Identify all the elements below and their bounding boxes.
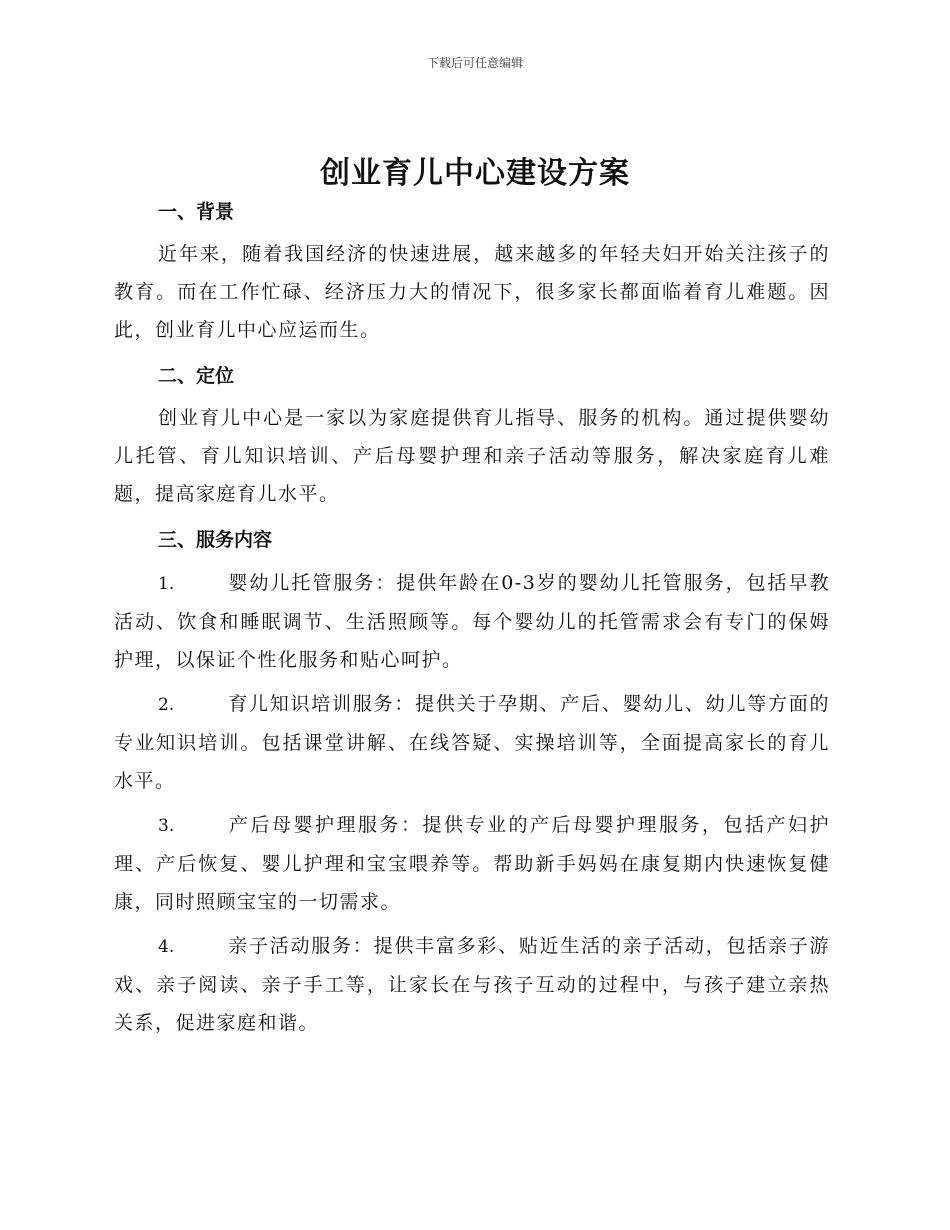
page-header-note: 下载后可任意编辑 [426, 56, 523, 70]
section-heading-positioning: 二、定位 [158, 365, 235, 387]
list-item-number: 3. [158, 816, 175, 836]
section-heading-services: 三、服务内容 [158, 529, 273, 551]
list-item-text: 亲子活动服务：提供丰富多彩、贴近生活的亲子活动，包括亲子游戏、亲子阅读、亲子手工等，让家长在与孩子互动的过程中，与孩子建立亲热关系，促进家庭和谐。 [114, 935, 830, 1034]
positioning-paragraph: 创业育儿中心是一家以为家庭提供育儿指导、服务的机构。通过提供婴幼儿托管、育儿知识培训、产后母婴护理和亲子活动等服务，解决家庭育儿难题，提高家庭育儿水平。 [114, 407, 830, 505]
document-body [114, 194, 830, 1048]
list-item-number: 1. [158, 574, 175, 594]
list-item-text: 育儿知识培训服务：提供关于孕期、产后、婴幼儿、幼儿等方面的专业知识培训。包括课堂讲解、在线答疑、实操培训等，全面提高家长的育儿水平。 [114, 693, 830, 792]
service-list-item [114, 564, 830, 679]
list-item-text: 婴幼儿托管服务：提供年龄在0-3岁的婴幼儿托管服务，包括早教活动、饮食和睡眠调节、生活照顾等。每个婴幼儿的托管需求会有专门的保姆护理，以保证个性化服务和贴心呵护。 [114, 572, 830, 671]
list-item-text: 产后母婴护理服务：提供专业的产后母婴护理服务，包括产妇护理、产后恢复、婴儿护理和宝宝喂养等。帮助新手妈妈在康复期内快速恢复健康，同时照顾宝宝的一切需求。 [114, 814, 830, 913]
service-list-item [114, 927, 830, 1042]
section-heading-background: 一、背景 [158, 201, 235, 223]
list-item-number: 2. [158, 695, 175, 715]
background-paragraph: 近年来，随着我国经济的快速进展，越来越多的年轻夫妇开始关注孩子的教育。而在工作忙碌、经济压力大的情况下，很多家长都面临着育儿难题。因此，创业育儿中心应运而生。 [114, 243, 830, 341]
document-title: 创业育儿中心建设方案 [320, 156, 630, 191]
service-list-item [114, 685, 830, 800]
list-item-number: 4. [158, 937, 175, 957]
service-list-item [114, 806, 830, 921]
